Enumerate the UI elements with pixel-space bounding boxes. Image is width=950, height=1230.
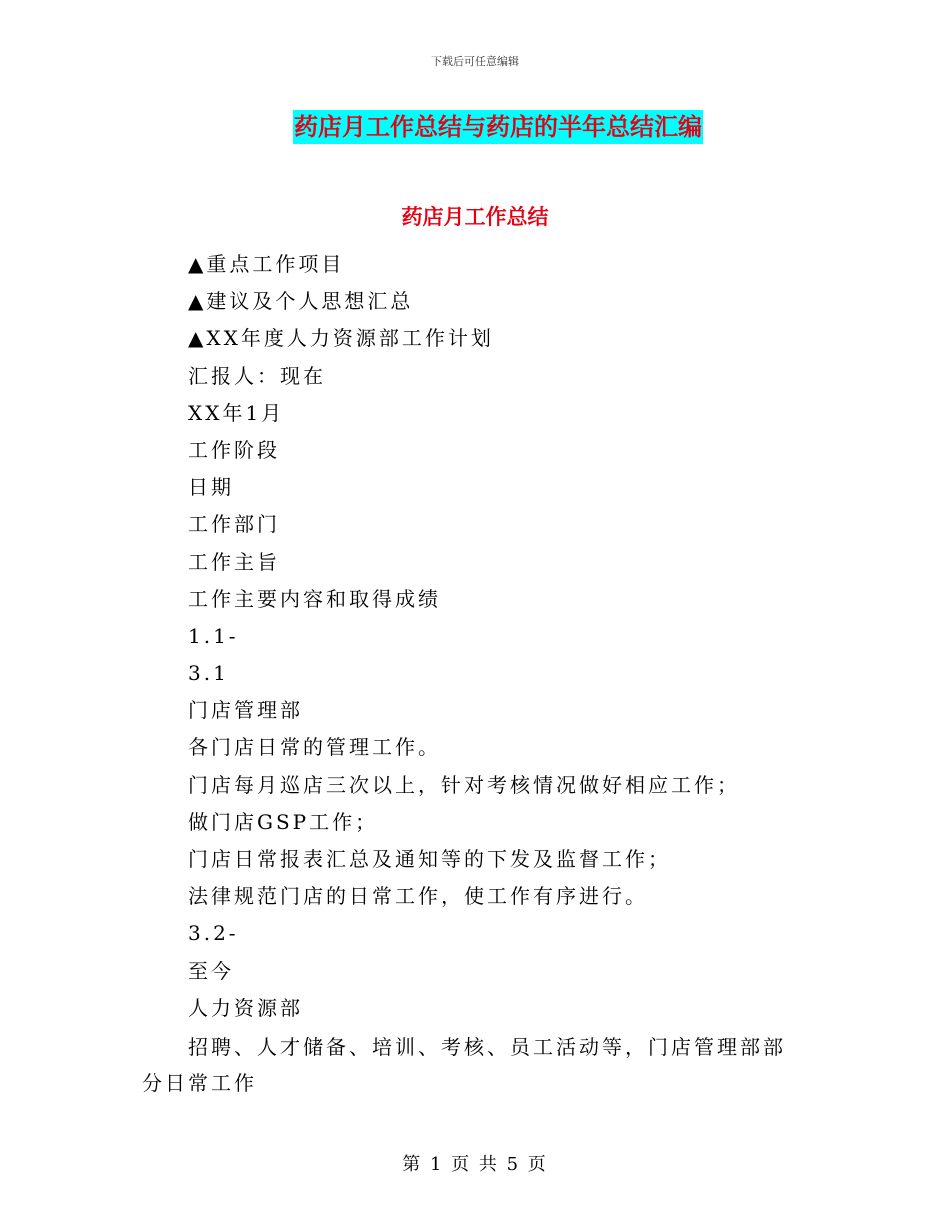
body-line: 工作主旨 [188,549,280,574]
page-number-footer: 第 1 页 共 5 页 [402,1154,548,1175]
body-line: 做门店GSP工作； [188,809,379,834]
body-line: ▲建议及个人思想汇总 [188,289,414,314]
body-line: 1.1- [188,623,239,648]
body-line: XX年1月 [188,400,285,425]
body-text [188,246,828,1027]
body-line: 人力资源部 [188,995,303,1020]
body-line: 门店管理部 [188,698,303,723]
body-line: 工作主要内容和取得成绩 [188,586,441,611]
body-line: 门店每月巡店三次以上，针对考核情况做好相应工作； [188,772,740,797]
body-line: 3.1 [188,661,229,686]
body-paragraph: 招聘、人才储备、培训、考核、员工活动等，门店管理部部分日常工作 [142,1035,786,1095]
body-line: 工作阶段 [188,437,280,462]
body-line: 各门店日常的管理工作。 [188,735,441,760]
document-title-wrapper [0,110,950,144]
body-line: 至今 [188,958,234,983]
header-note: 下载后可任意编辑 [431,55,519,68]
body-line: ▲重点工作项目 [188,252,345,276]
body-line: 3.2- [188,921,239,946]
document-title: 药店月工作总结与药店的半年总结汇编 [293,110,703,144]
body-line: 日期 [188,475,234,500]
body-line: ▲XX年度人力资源部工作计划 [188,326,494,351]
body-line: 法律规范门店的日常工作，使工作有序进行。 [188,884,648,909]
body-line: 工作部门 [188,512,280,537]
body-line: 汇报人：现在 [188,363,326,388]
section-title: 药店月工作总结 [401,205,549,229]
body-line: 门店日常报表汇总及通知等的下发及监督工作； [188,847,671,871]
